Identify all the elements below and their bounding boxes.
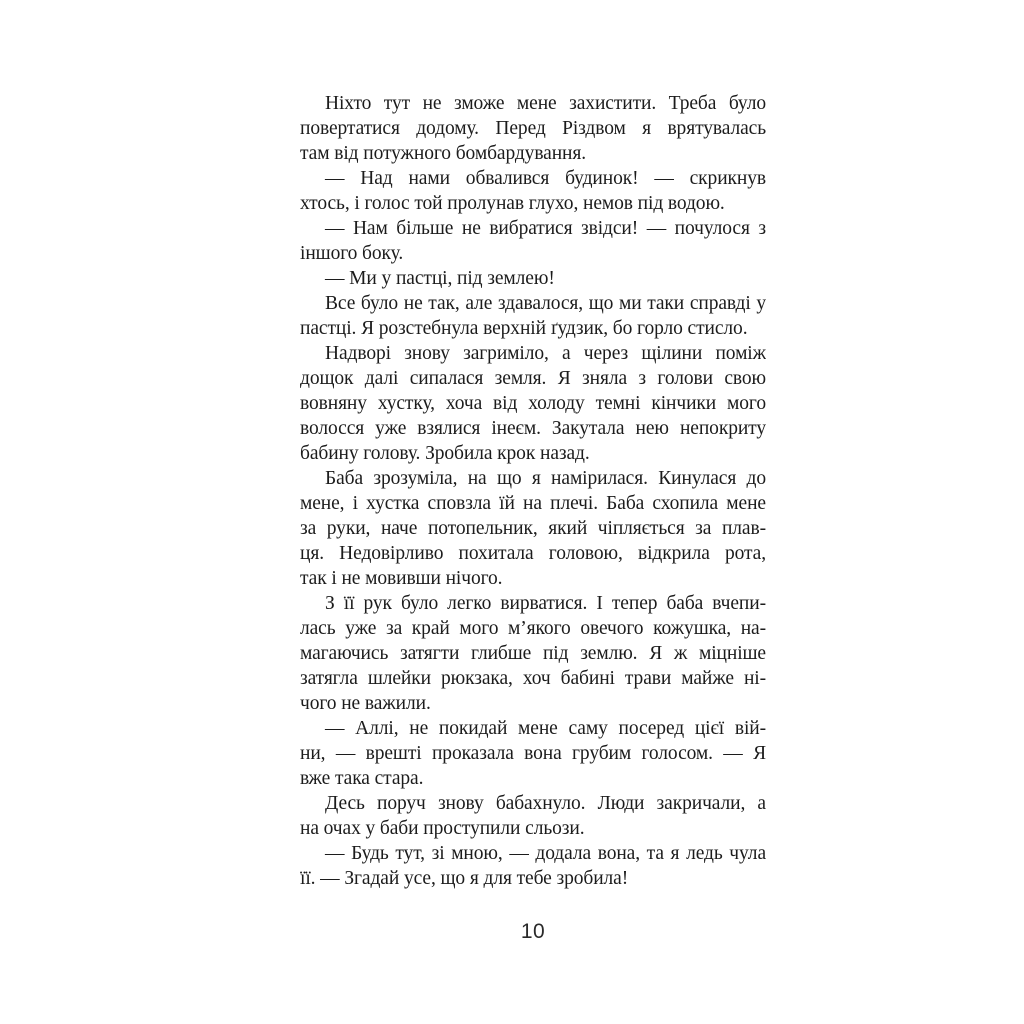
text-line: іншого боку. <box>300 243 404 264</box>
page-number: 10 <box>520 920 546 943</box>
paragraph <box>300 291 766 341</box>
text-line: Ніхто тут не зможе мене захистити. Треба було <box>325 93 766 114</box>
text-line: лась уже за край мого м’якого овечого кожушка, на- <box>300 618 766 639</box>
text-line: затягла шлейки рюкзака, хоч бабині трави майже ні- <box>300 668 766 689</box>
body-text-block <box>300 91 766 891</box>
text-line: дощок далі сипалася земля. Я зняла з голови свою <box>300 368 766 389</box>
text-line: Баба зрозуміла, на що я намірилася. Кинулася до <box>325 468 766 489</box>
text-line: мене, і хустка сповзла їй на плечі. Баба схопила мене <box>300 493 766 514</box>
text-line: волосся уже взялися інеєм. Закутала нею непокриту <box>300 418 766 439</box>
text-line: пастці. Я розстебнула верхній ґудзик, бо горло стисло. <box>300 318 748 339</box>
paragraph <box>300 791 766 841</box>
text-line: Десь поруч знову бабахнуло. Люди закричали, а <box>325 793 766 814</box>
text-line: магаючись затягти глибше під землю. Я ж міцніше <box>300 643 766 664</box>
text-line: Все було не так, але здавалося, що ми таки справді у <box>325 293 766 314</box>
paragraph <box>300 591 766 716</box>
text-line: З її рук було легко вирватися. І тепер баба вчепи- <box>325 593 766 614</box>
paragraph <box>300 716 766 791</box>
text-line: вовняну хустку, хоча від холоду темні кінчики мого <box>300 393 766 414</box>
text-line: чого не важили. <box>300 693 431 714</box>
text-line: бабину голову. Зробила крок назад. <box>300 443 590 464</box>
text-line: повертатися додому. Перед Різдвом я врятувалась <box>300 118 766 139</box>
paragraph <box>300 466 766 591</box>
text-line: Надворі знову загриміло, а через щілини поміж <box>325 343 766 364</box>
text-line: хтось, і голос той пролунав глухо, немов під водою. <box>300 193 725 214</box>
paragraph <box>300 91 766 166</box>
paragraph <box>300 341 766 466</box>
text-line: — Ми у пастці, під землею! <box>325 268 555 289</box>
paragraph <box>300 266 766 291</box>
text-line: на очах у баби проступили сльози. <box>300 818 585 839</box>
text-line: — Аллі, не покидай мене саму посеред цієї вій- <box>325 718 766 739</box>
text-line: — Над нами обвалився будинок! — скрикнув <box>325 168 766 189</box>
text-line: там від потужного бомбардування. <box>300 143 587 164</box>
text-line: — Нам більше не вибратися звідси! — почулося з <box>325 218 766 239</box>
text-line: за руки, наче потопельник, який чіпляється за плав- <box>300 518 766 539</box>
text-line: вже така стара. <box>300 768 424 789</box>
text-line: — Будь тут, зі мною, — додала вона, та я ледь чула <box>325 843 766 864</box>
paragraph <box>300 216 766 266</box>
text-line: ця. Недовірливо похитала головою, відкрила рота, <box>300 543 766 564</box>
text-line: ни, — врешті проказала вона грубим голосом. — Я <box>300 743 766 764</box>
text-line: її. — Згадай усе, що я для тебе зробила! <box>300 868 629 889</box>
paragraph <box>300 166 766 216</box>
text-line: так і не мовивши нічого. <box>300 568 503 589</box>
paragraph <box>300 841 766 891</box>
